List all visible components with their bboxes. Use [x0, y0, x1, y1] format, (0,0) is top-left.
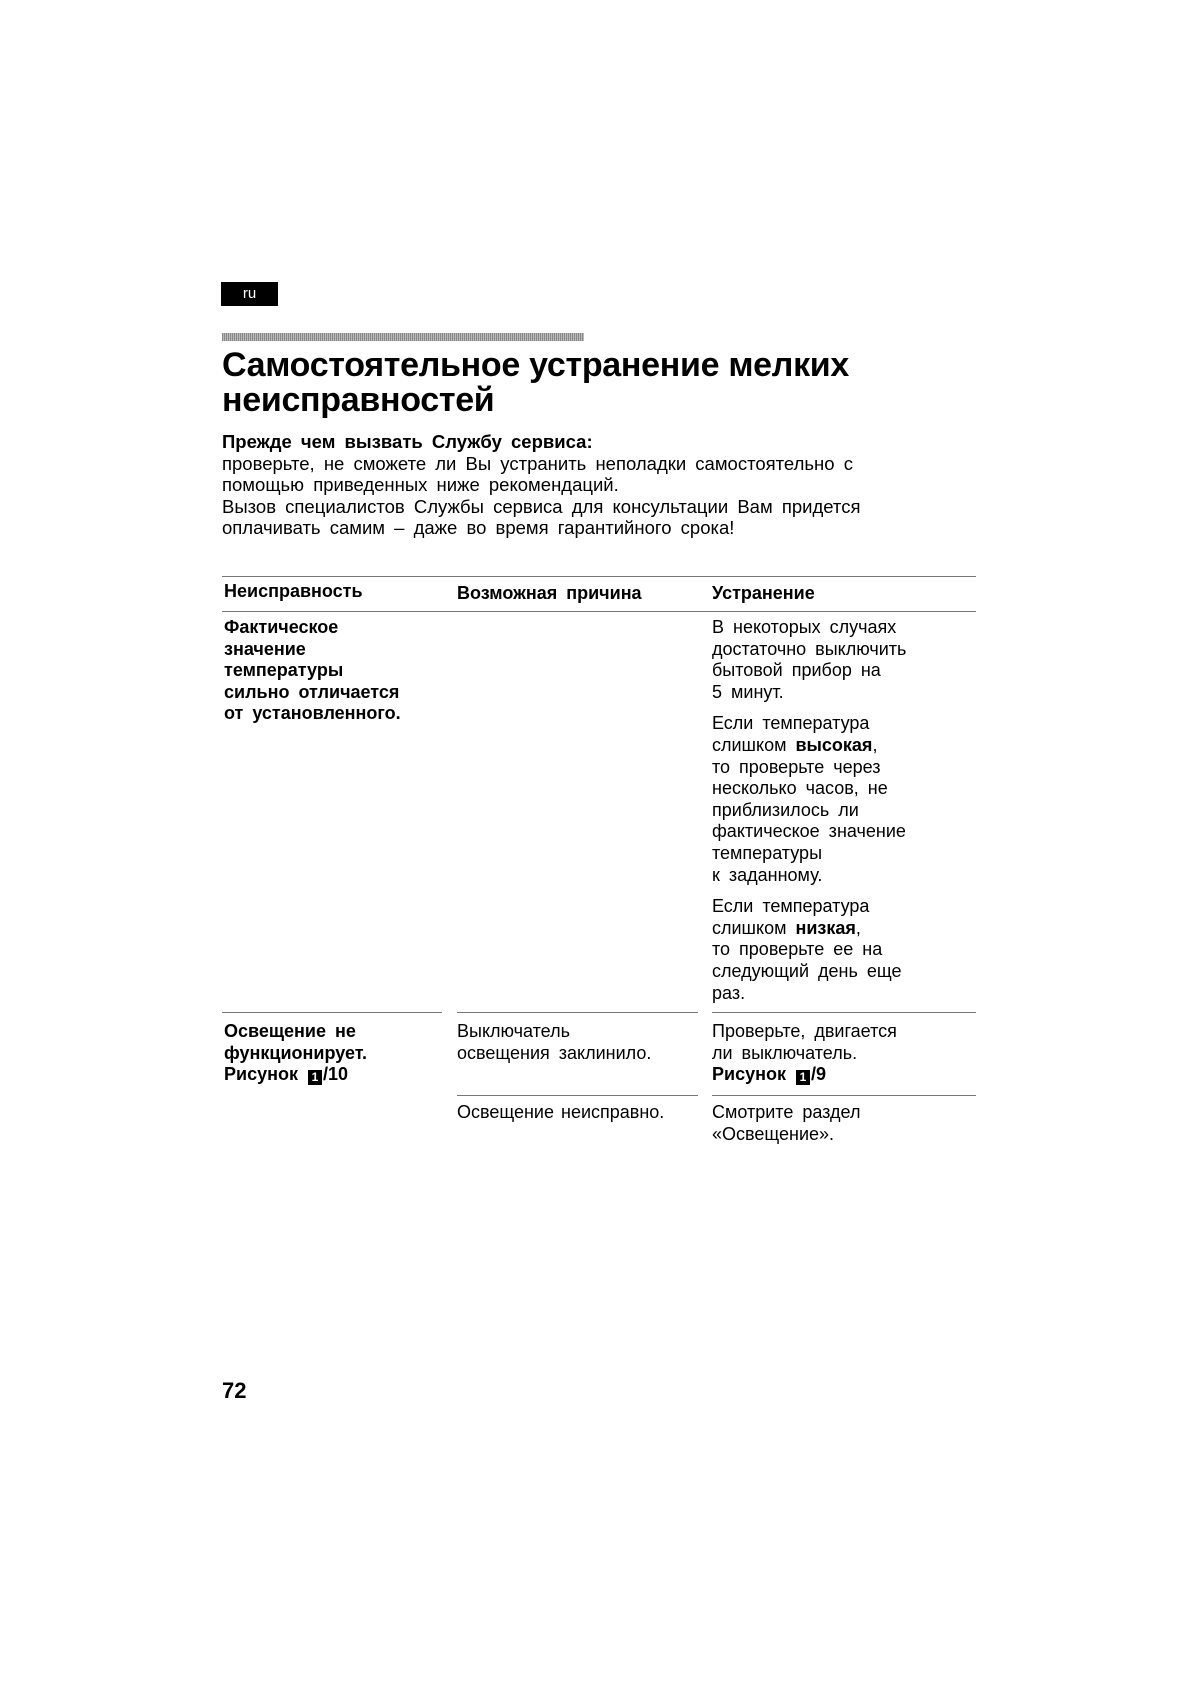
- text-line: 5 минут.: [712, 681, 784, 702]
- text-line: следующий день еще: [712, 960, 902, 981]
- text-line: значение: [224, 638, 306, 659]
- row2-fault: [224, 1021, 444, 1086]
- text-line: сильно отличается: [224, 681, 400, 702]
- text: ,: [872, 734, 878, 755]
- text-line: ли выключатель.: [712, 1042, 858, 1063]
- text-line: Фактическое: [224, 617, 339, 637]
- intro-line: Вызов специалистов Службы сервиса для консультации Вам придется: [222, 495, 861, 517]
- text-line: [712, 735, 976, 757]
- text-line: бытовой прибор на: [712, 660, 881, 681]
- intro-subheading: Прежде чем вызвать Службу сервиса:: [222, 431, 593, 452]
- text-line: фактическое значение: [712, 821, 906, 842]
- text-line: Освещение не: [224, 1021, 356, 1041]
- figure-label: Рисунок: [712, 1064, 786, 1085]
- text-line: температуры: [224, 660, 344, 681]
- fix-paragraph: [712, 896, 976, 1004]
- figure-label: Рисунок: [224, 1064, 298, 1085]
- emphasis: низкая: [795, 917, 856, 938]
- figure-number-badge: 1: [308, 1070, 322, 1085]
- figure-number-badge: 1: [796, 1070, 810, 1085]
- row1-fault: [224, 617, 444, 725]
- text-line: функционирует.: [224, 1042, 368, 1063]
- intro-line: оплачивать самим – даже во время гарантийного срока!: [222, 517, 735, 538]
- page-title: [222, 348, 849, 418]
- text-line: приблизилось ли: [712, 799, 859, 820]
- figure-ref: /9: [810, 1064, 826, 1085]
- column-header-fault: Неисправность: [224, 581, 363, 601]
- table-top-rule: [222, 576, 976, 577]
- section-bar: [222, 333, 584, 341]
- intro-line: помощью приведенных ниже рекомендаций.: [222, 474, 619, 495]
- text-line: Проверьте, двигается: [712, 1021, 897, 1041]
- text: слишком: [712, 917, 796, 938]
- column-header-fix: Устранение: [712, 583, 815, 603]
- text: ,: [855, 917, 861, 938]
- row-rule: [457, 1012, 698, 1013]
- text-line: к заданному.: [712, 864, 823, 885]
- language-badge: ru: [221, 282, 278, 306]
- row-rule: [457, 1095, 698, 1096]
- row2-cause: [457, 1021, 698, 1064]
- text-line: достаточно выключить: [712, 638, 907, 659]
- row-rule: [222, 1012, 442, 1013]
- figure-reference: [712, 1064, 976, 1086]
- page-number: 72: [222, 1378, 247, 1403]
- text: слишком: [712, 734, 796, 755]
- intro-text: [222, 431, 962, 539]
- text-line: то проверьте ее на: [712, 939, 883, 960]
- text-line: от установленного.: [224, 703, 401, 724]
- fix-paragraph: [712, 617, 976, 703]
- text-line: «Освещение».: [712, 1123, 835, 1144]
- text-line: В некоторых случаях: [712, 617, 897, 637]
- row3-fix: [712, 1102, 976, 1145]
- text-line: Если температура: [712, 713, 870, 734]
- text-line: освещения заклинило.: [457, 1042, 652, 1063]
- emphasis: высокая: [795, 734, 873, 755]
- figure-reference: [224, 1064, 444, 1086]
- row1-fix: [712, 617, 976, 1014]
- header-bottom-rule: [222, 611, 976, 612]
- text-line: [712, 918, 976, 940]
- title-line: Самостоятельное устранение мелких: [222, 346, 850, 384]
- fix-paragraph: [712, 713, 976, 886]
- text-line: Смотрите раздел: [712, 1102, 861, 1122]
- text-line: то проверьте через: [712, 756, 881, 777]
- text-line: Если температура: [712, 896, 870, 917]
- title-line: неисправностей: [222, 381, 495, 419]
- text-line: Выключатель: [457, 1021, 570, 1041]
- text-line: раз.: [712, 982, 746, 1003]
- row-rule: [712, 1095, 976, 1096]
- row2-fix: [712, 1021, 976, 1086]
- column-header-cause: Возможная причина: [457, 583, 642, 603]
- figure-ref: /10: [322, 1064, 349, 1085]
- text-line: температуры: [712, 842, 823, 863]
- intro-line: проверьте, не сможете ли Вы устранить неполадки самостоятельно с: [222, 452, 853, 474]
- row3-cause: Освещение неисправно.: [457, 1102, 665, 1122]
- text-line: несколько часов, не: [712, 778, 888, 799]
